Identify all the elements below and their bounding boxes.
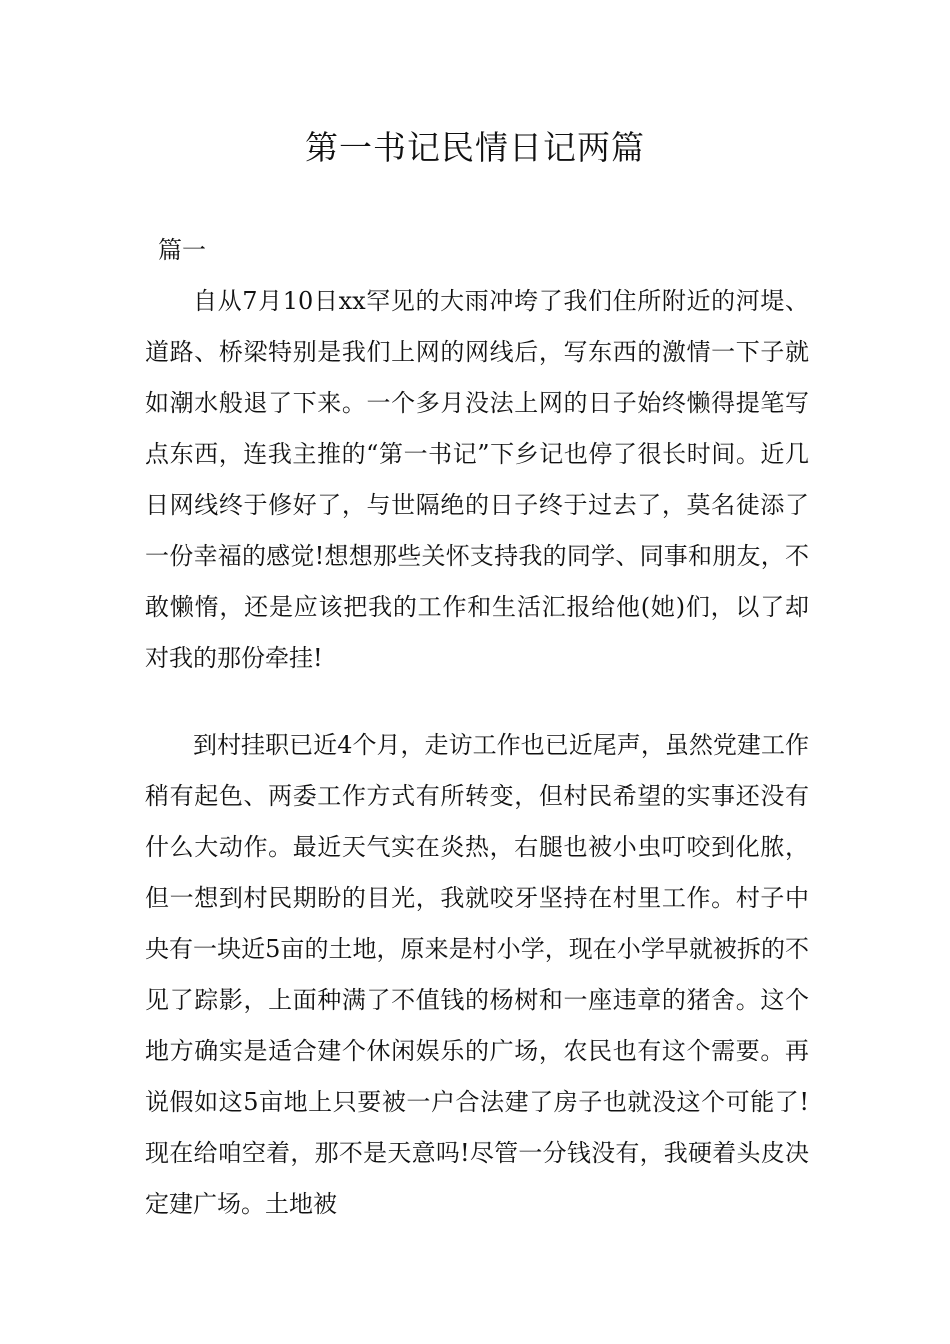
document-title: 第一书记民情日记两篇 xyxy=(305,128,645,167)
paragraph-1: 自从7月10日xx罕见的大雨冲垮了我们住所附近的河堤、道路、桥梁特别是我们上网的网线后，写东西的激情一下子就如潮水般退了下来。一个多月没法上网的日子始终懒得提笔写点东西，连我主推的“第一书记”下乡记也停了很长时间。近几日网线终于修好了，与世隔绝的日子终于过去了，莫名徒添了一份幸福的感觉!想想那些关怀支持我的同学、同事和朋友，不敢懒惰，还是应该把我的工作和生活汇报给他(她)们，以了却对我的那份牵挂! xyxy=(145,287,809,672)
section-heading: 篇一 xyxy=(158,236,206,264)
paragraph-2: 到村挂职已近4个月，走访工作也已近尾声，虽然党建工作稍有起色、两委工作方式有所转变，但村民希望的实事还没有什么大动作。最近天气实在炎热，右腿也被小虫叮咬到化脓，但一想到村民期盼的目光，我就咬牙坚持在村里工作。村子中央有一块近5亩的土地，原来是村小学，现在小学早就被拆的不见了踪影，上面种满了不值钱的杨树和一座违章的猪舍。这个地方确实是适合建个休闲娱乐的广场，农民也有这个需要。再说假如这5亩地上只要被一户合法建了房子也就没这个可能了!现在给咱空着，那不是天意吗!尽管一分钱没有，我硬着头皮决定建广场。土地被 xyxy=(145,731,809,1218)
